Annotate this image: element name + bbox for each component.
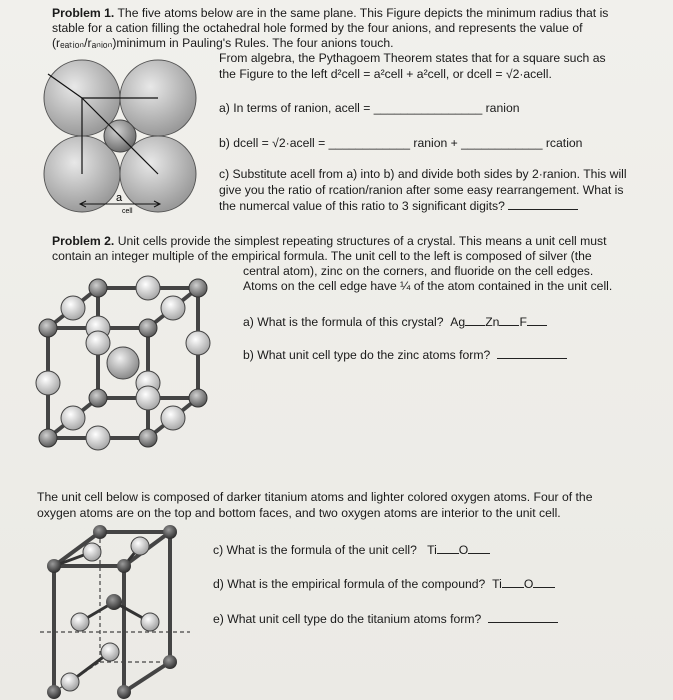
p3-answer-e-blank[interactable] bbox=[488, 612, 558, 623]
p1-question-b: b) dcell = √2·acell = ____________ ranion + ____________ rcation bbox=[219, 136, 583, 150]
p1-question-c-line3 bbox=[219, 199, 578, 214]
p3-d-ti-blank[interactable] bbox=[502, 577, 524, 588]
p3-c-ti: Ti bbox=[427, 543, 437, 557]
acell-label-cell: cell bbox=[122, 208, 133, 215]
p2-question-a-text: a) What is the formula of this crystal? bbox=[243, 315, 444, 329]
p1-intro-l1: The five atoms below are in the same plane. This Figure depicts the minimum radius that is bbox=[117, 6, 609, 20]
p1-algebra-line1: From algebra, the Pythagoem Theorem states that for a square such as bbox=[219, 51, 606, 65]
p1-algebra-line2: the Figure to the left d²cell = a²cell + a²cell, or dcell = √2·acell. bbox=[219, 67, 552, 81]
p3-question-d bbox=[213, 577, 555, 592]
p3-intro-line2: oxygen atoms are on the top and bottom faces, and two oxygen atoms are interior to the unit cell. bbox=[37, 506, 561, 520]
p2-intro-line3: central atom), zinc on the corners, and fluoride on the cell edges. bbox=[243, 264, 594, 278]
p1-intro-line2: stable for a cation filling the octahedral hole formed by the four anions, and represents the value of bbox=[52, 21, 583, 35]
p2-answer-b-blank[interactable] bbox=[497, 348, 567, 359]
p2-ag: Ag bbox=[450, 315, 466, 329]
p2-intro-line1 bbox=[52, 234, 607, 249]
p2-intro-line2: contain an integer multiple of the empirical formula. The unit cell to the left is composed of silver (the bbox=[52, 249, 592, 263]
p1-label: Problem 1. bbox=[52, 6, 115, 20]
p1-intro-line1 bbox=[52, 6, 608, 21]
p3-c-o-blank[interactable] bbox=[468, 543, 490, 554]
p2-question-b bbox=[243, 348, 567, 363]
p1-question-c-line1: c) Substitute acell from a) into b) and divide both sides by 2·ranion. This will bbox=[219, 167, 627, 181]
p3-question-c-text: c) What is the formula of the unit cell? bbox=[213, 543, 417, 557]
p1-answer-c-blank[interactable] bbox=[508, 199, 578, 210]
p2-question-b-text: b) What unit cell type do the zinc atoms form? bbox=[243, 348, 491, 362]
p3-d-o: O bbox=[523, 577, 534, 591]
titanium-atoms bbox=[47, 525, 177, 699]
p1-intro-line3: (rₑₐₜᵢₒₙ/rₐₙᵢₒₙ)minimum in Pauling's Rules. The four anions touch. bbox=[52, 36, 394, 50]
p3-c-ti-blank[interactable] bbox=[437, 543, 459, 554]
p3-c-o: O bbox=[458, 543, 469, 557]
p1-question-a: a) In terms of ranion, acell = ________________ ranion bbox=[219, 101, 520, 115]
p1-question-c-line2: give you the ratio of rcation/ranion after some easy rearrangement. What is bbox=[219, 183, 624, 197]
p2-ag-blank[interactable] bbox=[465, 315, 485, 326]
p3-question-d-text: d) What is the empirical formula of the compound? bbox=[213, 577, 486, 591]
p2-f-blank[interactable] bbox=[527, 315, 547, 326]
p3-question-c bbox=[213, 543, 490, 558]
p2-unit-cell-figure bbox=[28, 268, 238, 478]
p1-atoms-figure bbox=[40, 52, 210, 222]
acell-label-a: a bbox=[116, 192, 123, 204]
p3-question-e bbox=[213, 612, 558, 627]
p2-zn: Zn bbox=[485, 315, 500, 329]
p2-intro-line4: Atoms on the cell edge have ¼ of the atom contained in the unit cell. bbox=[243, 279, 613, 293]
p2-question-a bbox=[243, 315, 547, 330]
p2-f: F bbox=[519, 315, 527, 329]
p1-question-c-text: the numercal value of this ratio to 3 significant digits? bbox=[219, 199, 505, 213]
p3-d-ti: Ti bbox=[492, 577, 502, 591]
ti-cell-edges bbox=[54, 532, 170, 692]
p2-intro-l1: Unit cells provide the simplest repeating structures of a crystal. This means a unit cell must bbox=[117, 234, 607, 248]
p3-d-o-blank[interactable] bbox=[533, 577, 555, 588]
silver-atom bbox=[107, 347, 139, 379]
p3-rutile-cell-figure bbox=[40, 522, 210, 700]
p2-zn-blank[interactable] bbox=[499, 315, 519, 326]
oxygen-atoms bbox=[61, 537, 159, 691]
p3-intro-line1: The unit cell below is composed of darker titanium atoms and lighter colored oxygen atoms. Four of the bbox=[37, 490, 593, 504]
p2-label: Problem 2. bbox=[52, 234, 115, 248]
p3-question-e-text: e) What unit cell type do the titanium atoms form? bbox=[213, 612, 482, 626]
